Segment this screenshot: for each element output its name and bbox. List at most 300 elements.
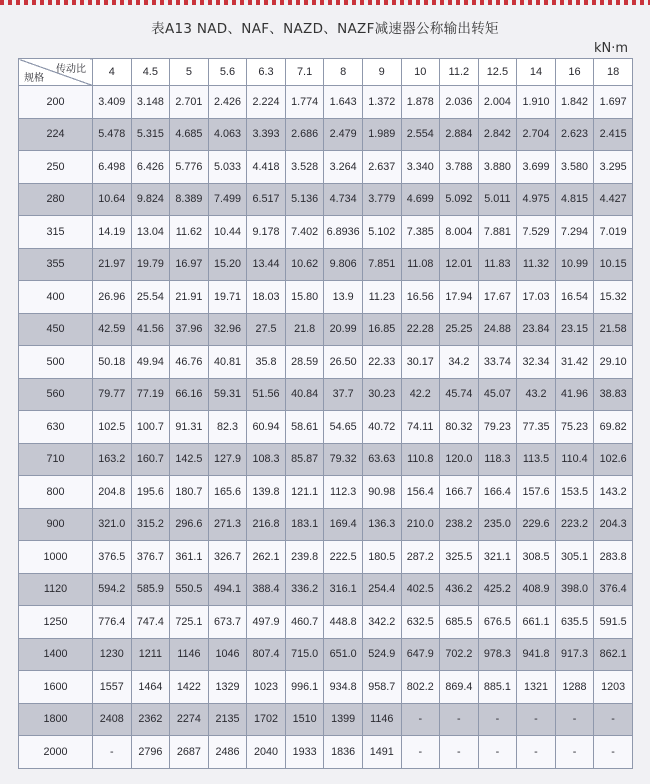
- torque-value-cell: 5.011: [478, 183, 517, 216]
- torque-value-cell: 2.224: [247, 86, 286, 119]
- torque-value-cell: 524.9: [362, 638, 401, 671]
- torque-value-cell: 7.529: [517, 216, 556, 249]
- torque-value-cell: 37.7: [324, 378, 363, 411]
- torque-value-cell: 157.6: [517, 476, 556, 509]
- corner-header-cell: [19, 59, 93, 86]
- table-row: [19, 736, 633, 769]
- torque-value-cell: 37.96: [170, 313, 209, 346]
- torque-value-cell: 10.44: [208, 216, 247, 249]
- torque-value-cell: 325.5: [440, 541, 479, 574]
- torque-value-cell: 4.427: [594, 183, 633, 216]
- torque-value-cell: 2.415: [594, 118, 633, 151]
- torque-value-cell: 102.5: [93, 411, 132, 444]
- torque-value-cell: -: [594, 736, 633, 769]
- torque-value-cell: 2687: [170, 736, 209, 769]
- torque-value-cell: -: [555, 736, 594, 769]
- torque-value-cell: 1702: [247, 703, 286, 736]
- torque-value-cell: 75.23: [555, 411, 594, 444]
- torque-value-cell: 127.9: [208, 443, 247, 476]
- torque-value-cell: 22.28: [401, 313, 440, 346]
- torque-value-cell: 3.880: [478, 151, 517, 184]
- torque-value-cell: 2274: [170, 703, 209, 736]
- spec-cell: 500: [19, 346, 93, 379]
- torque-value-cell: 82.3: [208, 411, 247, 444]
- torque-value-cell: 204.8: [93, 476, 132, 509]
- torque-value-cell: 2.686: [285, 118, 324, 151]
- torque-value-cell: 661.1: [517, 606, 556, 639]
- spec-cell: 1000: [19, 541, 93, 574]
- torque-value-cell: 1146: [170, 638, 209, 671]
- torque-value-cell: 398.0: [555, 573, 594, 606]
- torque-value-cell: 2.554: [401, 118, 440, 151]
- torque-value-cell: 239.8: [285, 541, 324, 574]
- torque-value-cell: 305.1: [555, 541, 594, 574]
- torque-value-cell: 45.07: [478, 378, 517, 411]
- torque-value-cell: -: [555, 703, 594, 736]
- torque-value-cell: -: [401, 703, 440, 736]
- torque-value-cell: 747.4: [131, 606, 170, 639]
- torque-value-cell: 169.4: [324, 508, 363, 541]
- spec-cell: 400: [19, 281, 93, 314]
- table-title: 表A13 NAD、NAF、NAZD、NAZF减速器公称输出转矩: [151, 21, 499, 37]
- torque-value-cell: 361.1: [170, 541, 209, 574]
- table-header-row: [19, 59, 633, 86]
- table-row: [19, 183, 633, 216]
- torque-value-cell: 166.7: [440, 476, 479, 509]
- torque-value-cell: 321.1: [478, 541, 517, 574]
- ratio-header-cell: 18: [594, 59, 633, 86]
- torque-value-cell: 917.3: [555, 638, 594, 671]
- torque-value-cell: 5.102: [362, 216, 401, 249]
- torque-value-cell: -: [401, 736, 440, 769]
- torque-value-cell: 85.87: [285, 443, 324, 476]
- torque-value-cell: 9.178: [247, 216, 286, 249]
- torque-value-cell: 2.842: [478, 118, 517, 151]
- ratio-header-cell: 10: [401, 59, 440, 86]
- torque-value-cell: 100.7: [131, 411, 170, 444]
- torque-value-cell: 6.426: [131, 151, 170, 184]
- torque-value-cell: 5.136: [285, 183, 324, 216]
- torque-value-cell: 90.98: [362, 476, 401, 509]
- spec-cell: 900: [19, 508, 93, 541]
- torque-value-cell: 74.11: [401, 411, 440, 444]
- table-row: [19, 573, 633, 606]
- torque-value-cell: 15.80: [285, 281, 324, 314]
- ratio-header-label: 传动比: [56, 64, 86, 75]
- torque-value-cell: 80.32: [440, 411, 479, 444]
- torque-value-cell: 35.8: [247, 346, 286, 379]
- torque-value-cell: 460.7: [285, 606, 324, 639]
- torque-value-cell: 77.19: [131, 378, 170, 411]
- torque-value-cell: 43.2: [517, 378, 556, 411]
- torque-value-cell: 802.2: [401, 671, 440, 704]
- torque-value-cell: 4.063: [208, 118, 247, 151]
- torque-value-cell: 16.54: [555, 281, 594, 314]
- table-row: [19, 313, 633, 346]
- torque-value-cell: 408.9: [517, 573, 556, 606]
- torque-value-cell: 3.340: [401, 151, 440, 184]
- torque-value-cell: 1933: [285, 736, 324, 769]
- torque-value-cell: 7.499: [208, 183, 247, 216]
- torque-value-cell: 42.59: [93, 313, 132, 346]
- torque-value-cell: 16.97: [170, 248, 209, 281]
- torque-value-cell: 448.8: [324, 606, 363, 639]
- torque-value-cell: 1557: [93, 671, 132, 704]
- torque-value-cell: 26.50: [324, 346, 363, 379]
- table-row: [19, 346, 633, 379]
- torque-value-cell: 22.33: [362, 346, 401, 379]
- torque-value-cell: 632.5: [401, 606, 440, 639]
- ratio-header-cell: 7.1: [285, 59, 324, 86]
- torque-value-cell: 1.372: [362, 86, 401, 119]
- torque-value-cell: 17.03: [517, 281, 556, 314]
- torque-value-cell: 10.99: [555, 248, 594, 281]
- torque-value-cell: 5.033: [208, 151, 247, 184]
- torque-value-cell: 121.1: [285, 476, 324, 509]
- torque-value-cell: 376.5: [93, 541, 132, 574]
- torque-value-cell: 2.704: [517, 118, 556, 151]
- table-row: [19, 606, 633, 639]
- torque-value-cell: 10.15: [594, 248, 633, 281]
- torque-value-cell: 33.74: [478, 346, 517, 379]
- torque-value-cell: 676.5: [478, 606, 517, 639]
- torque-value-cell: 1510: [285, 703, 324, 736]
- torque-value-cell: 1836: [324, 736, 363, 769]
- torque-value-cell: 18.03: [247, 281, 286, 314]
- torque-value-cell: 262.1: [247, 541, 286, 574]
- torque-value-cell: 1422: [170, 671, 209, 704]
- table-row: [19, 476, 633, 509]
- torque-value-cell: 204.3: [594, 508, 633, 541]
- torque-value-cell: 1.878: [401, 86, 440, 119]
- ratio-header-cell: 9: [362, 59, 401, 86]
- torque-value-cell: 223.2: [555, 508, 594, 541]
- torque-value-cell: 11.83: [478, 248, 517, 281]
- torque-value-cell: 112.3: [324, 476, 363, 509]
- torque-value-cell: 8.004: [440, 216, 479, 249]
- torque-value-cell: 11.08: [401, 248, 440, 281]
- torque-value-cell: -: [517, 703, 556, 736]
- torque-value-cell: 79.77: [93, 378, 132, 411]
- torque-value-cell: 25.54: [131, 281, 170, 314]
- torque-value-cell: 6.8936: [324, 216, 363, 249]
- table-row: [19, 411, 633, 444]
- torque-value-cell: 139.8: [247, 476, 286, 509]
- torque-value-cell: 49.94: [131, 346, 170, 379]
- torque-value-cell: 59.31: [208, 378, 247, 411]
- torque-value-cell: 15.20: [208, 248, 247, 281]
- torque-value-cell: 4.418: [247, 151, 286, 184]
- torque-value-cell: 2408: [93, 703, 132, 736]
- torque-value-cell: 16.85: [362, 313, 401, 346]
- torque-value-cell: 425.2: [478, 573, 517, 606]
- torque-value-cell: 54.65: [324, 411, 363, 444]
- torque-value-cell: 63.63: [362, 443, 401, 476]
- torque-value-cell: 17.94: [440, 281, 479, 314]
- torque-value-cell: 7.851: [362, 248, 401, 281]
- torque-value-cell: 7.019: [594, 216, 633, 249]
- torque-value-cell: 862.1: [594, 638, 633, 671]
- torque-value-cell: 50.18: [93, 346, 132, 379]
- torque-value-cell: 32.96: [208, 313, 247, 346]
- torque-value-cell: 11.32: [517, 248, 556, 281]
- torque-value-cell: 7.294: [555, 216, 594, 249]
- torque-value-cell: 1230: [93, 638, 132, 671]
- torque-value-cell: 16.56: [401, 281, 440, 314]
- torque-value-cell: 79.23: [478, 411, 517, 444]
- torque-value-cell: 497.9: [247, 606, 286, 639]
- torque-value-cell: 1.697: [594, 86, 633, 119]
- torque-value-cell: 869.4: [440, 671, 479, 704]
- torque-value-cell: 14.19: [93, 216, 132, 249]
- torque-value-cell: 11.62: [170, 216, 209, 249]
- ratio-header-cell: 14: [517, 59, 556, 86]
- torque-value-cell: 180.7: [170, 476, 209, 509]
- torque-value-cell: 60.94: [247, 411, 286, 444]
- torque-value-cell: 7.881: [478, 216, 517, 249]
- table-body: [19, 86, 633, 769]
- spec-cell: 315: [19, 216, 93, 249]
- torque-value-cell: 143.2: [594, 476, 633, 509]
- ratio-header-cell: 4.5: [131, 59, 170, 86]
- torque-value-cell: -: [93, 736, 132, 769]
- torque-value-cell: 120.0: [440, 443, 479, 476]
- table-row: [19, 281, 633, 314]
- torque-value-cell: 402.5: [401, 573, 440, 606]
- torque-value-cell: 166.4: [478, 476, 517, 509]
- torque-value-cell: 702.2: [440, 638, 479, 671]
- torque-table: [18, 58, 633, 769]
- torque-value-cell: 685.5: [440, 606, 479, 639]
- torque-value-cell: 10.62: [285, 248, 324, 281]
- torque-value-cell: 635.5: [555, 606, 594, 639]
- spec-cell: 2000: [19, 736, 93, 769]
- torque-value-cell: 20.99: [324, 313, 363, 346]
- torque-value-cell: 647.9: [401, 638, 440, 671]
- torque-value-cell: 3.393: [247, 118, 286, 151]
- spec-cell: 800: [19, 476, 93, 509]
- torque-value-cell: 29.10: [594, 346, 633, 379]
- torque-value-cell: 40.81: [208, 346, 247, 379]
- torque-value-cell: 5.315: [131, 118, 170, 151]
- torque-value-cell: 6.517: [247, 183, 286, 216]
- torque-value-cell: 1329: [208, 671, 247, 704]
- spec-cell: 250: [19, 151, 93, 184]
- spec-cell: 280: [19, 183, 93, 216]
- torque-value-cell: 26.96: [93, 281, 132, 314]
- spec-cell: 630: [19, 411, 93, 444]
- torque-value-cell: -: [440, 703, 479, 736]
- torque-value-cell: 807.4: [247, 638, 286, 671]
- torque-value-cell: 238.2: [440, 508, 479, 541]
- torque-value-cell: 9.806: [324, 248, 363, 281]
- torque-value-cell: 118.3: [478, 443, 517, 476]
- torque-value-cell: 3.528: [285, 151, 324, 184]
- torque-value-cell: 41.56: [131, 313, 170, 346]
- torque-value-cell: 5.478: [93, 118, 132, 151]
- torque-value-cell: 3.580: [555, 151, 594, 184]
- ratio-header-cell: 12.5: [478, 59, 517, 86]
- torque-value-cell: 376.7: [131, 541, 170, 574]
- torque-value-cell: 5.092: [440, 183, 479, 216]
- torque-value-cell: 4.699: [401, 183, 440, 216]
- torque-value-cell: -: [594, 703, 633, 736]
- ratio-header-cell: 5: [170, 59, 209, 86]
- torque-value-cell: 235.0: [478, 508, 517, 541]
- ratio-header-cell: 16: [555, 59, 594, 86]
- torque-value-cell: 180.5: [362, 541, 401, 574]
- torque-value-cell: 2.701: [170, 86, 209, 119]
- torque-value-cell: 2135: [208, 703, 247, 736]
- torque-value-cell: 40.72: [362, 411, 401, 444]
- torque-value-cell: 40.84: [285, 378, 324, 411]
- torque-value-cell: 550.5: [170, 573, 209, 606]
- ratio-header-cell: 11.2: [440, 59, 479, 86]
- torque-value-cell: 7.385: [401, 216, 440, 249]
- torque-value-cell: 142.5: [170, 443, 209, 476]
- unit-label: kN·m: [593, 41, 628, 56]
- torque-value-cell: 21.97: [93, 248, 132, 281]
- torque-value-cell: 2.884: [440, 118, 479, 151]
- torque-value-cell: 165.6: [208, 476, 247, 509]
- torque-value-cell: 2.623: [555, 118, 594, 151]
- spec-header-label: 规格: [24, 73, 44, 84]
- torque-value-cell: 222.5: [324, 541, 363, 574]
- torque-value-cell: 19.71: [208, 281, 247, 314]
- torque-value-cell: 3.295: [594, 151, 633, 184]
- table-row: [19, 86, 633, 119]
- spec-cell: 1800: [19, 703, 93, 736]
- spec-cell: 1600: [19, 671, 93, 704]
- torque-value-cell: 2.637: [362, 151, 401, 184]
- torque-value-cell: 46.76: [170, 346, 209, 379]
- torque-value-cell: 1399: [324, 703, 363, 736]
- torque-value-cell: 316.1: [324, 573, 363, 606]
- torque-value-cell: 160.7: [131, 443, 170, 476]
- torque-value-cell: 1023: [247, 671, 286, 704]
- torque-value-cell: 5.776: [170, 151, 209, 184]
- torque-value-cell: 25.25: [440, 313, 479, 346]
- spec-cell: 355: [19, 248, 93, 281]
- torque-value-cell: 4.734: [324, 183, 363, 216]
- torque-value-cell: 32.34: [517, 346, 556, 379]
- table-row: [19, 541, 633, 574]
- table-row: [19, 248, 633, 281]
- torque-value-cell: 3.779: [362, 183, 401, 216]
- torque-value-cell: 58.61: [285, 411, 324, 444]
- torque-value-cell: 31.42: [555, 346, 594, 379]
- torque-value-cell: 7.402: [285, 216, 324, 249]
- torque-value-cell: 108.3: [247, 443, 286, 476]
- torque-value-cell: 941.8: [517, 638, 556, 671]
- top-dashed-border: [0, 0, 650, 5]
- torque-value-cell: 15.32: [594, 281, 633, 314]
- torque-value-cell: -: [478, 703, 517, 736]
- torque-value-cell: 958.7: [362, 671, 401, 704]
- table-row: [19, 118, 633, 151]
- torque-value-cell: 3.409: [93, 86, 132, 119]
- torque-value-cell: 113.5: [517, 443, 556, 476]
- table-row: [19, 443, 633, 476]
- torque-value-cell: 102.6: [594, 443, 633, 476]
- torque-value-cell: 30.23: [362, 378, 401, 411]
- torque-value-cell: 24.88: [478, 313, 517, 346]
- torque-value-cell: 2796: [131, 736, 170, 769]
- torque-value-cell: 308.5: [517, 541, 556, 574]
- torque-value-cell: 10.64: [93, 183, 132, 216]
- table-row: [19, 216, 633, 249]
- torque-value-cell: 315.2: [131, 508, 170, 541]
- torque-value-cell: 1491: [362, 736, 401, 769]
- torque-value-cell: 1288: [555, 671, 594, 704]
- table-row: [19, 703, 633, 736]
- torque-value-cell: 591.5: [594, 606, 633, 639]
- torque-value-cell: 2486: [208, 736, 247, 769]
- spec-cell: 200: [19, 86, 93, 119]
- torque-value-cell: 254.4: [362, 573, 401, 606]
- table-row: [19, 638, 633, 671]
- ratio-header-cell: 6.3: [247, 59, 286, 86]
- torque-value-cell: 321.0: [93, 508, 132, 541]
- torque-value-cell: 585.9: [131, 573, 170, 606]
- torque-value-cell: 436.2: [440, 573, 479, 606]
- spec-cell: 710: [19, 443, 93, 476]
- torque-value-cell: 934.8: [324, 671, 363, 704]
- torque-value-cell: 2.004: [478, 86, 517, 119]
- torque-value-cell: 494.1: [208, 573, 247, 606]
- torque-value-cell: -: [440, 736, 479, 769]
- spec-cell: 450: [19, 313, 93, 346]
- torque-value-cell: 17.67: [478, 281, 517, 314]
- torque-value-cell: 1203: [594, 671, 633, 704]
- torque-value-cell: 651.0: [324, 638, 363, 671]
- torque-value-cell: 776.4: [93, 606, 132, 639]
- ratio-header-cell: 5.6: [208, 59, 247, 86]
- torque-value-cell: 91.31: [170, 411, 209, 444]
- torque-value-cell: -: [517, 736, 556, 769]
- torque-value-cell: 13.9: [324, 281, 363, 314]
- torque-value-cell: 45.74: [440, 378, 479, 411]
- table-row: [19, 508, 633, 541]
- torque-value-cell: 978.3: [478, 638, 517, 671]
- torque-value-cell: 27.5: [247, 313, 286, 346]
- torque-value-cell: 336.2: [285, 573, 324, 606]
- spec-cell: 224: [19, 118, 93, 151]
- torque-value-cell: 13.44: [247, 248, 286, 281]
- torque-value-cell: 136.3: [362, 508, 401, 541]
- torque-value-cell: 21.8: [285, 313, 324, 346]
- torque-value-cell: 1.910: [517, 86, 556, 119]
- table-row: [19, 151, 633, 184]
- torque-value-cell: 183.1: [285, 508, 324, 541]
- torque-value-cell: 110.4: [555, 443, 594, 476]
- torque-value-cell: 885.1: [478, 671, 517, 704]
- torque-value-cell: 594.2: [93, 573, 132, 606]
- torque-value-cell: 210.0: [401, 508, 440, 541]
- torque-value-cell: 30.17: [401, 346, 440, 379]
- torque-value-cell: 376.4: [594, 573, 633, 606]
- torque-value-cell: 19.79: [131, 248, 170, 281]
- torque-value-cell: 51.56: [247, 378, 286, 411]
- spec-cell: 1120: [19, 573, 93, 606]
- torque-value-cell: -: [478, 736, 517, 769]
- torque-value-cell: 715.0: [285, 638, 324, 671]
- torque-value-cell: 4.815: [555, 183, 594, 216]
- torque-value-cell: 3.699: [517, 151, 556, 184]
- torque-value-cell: 69.82: [594, 411, 633, 444]
- torque-value-cell: 1.842: [555, 86, 594, 119]
- torque-value-cell: 4.685: [170, 118, 209, 151]
